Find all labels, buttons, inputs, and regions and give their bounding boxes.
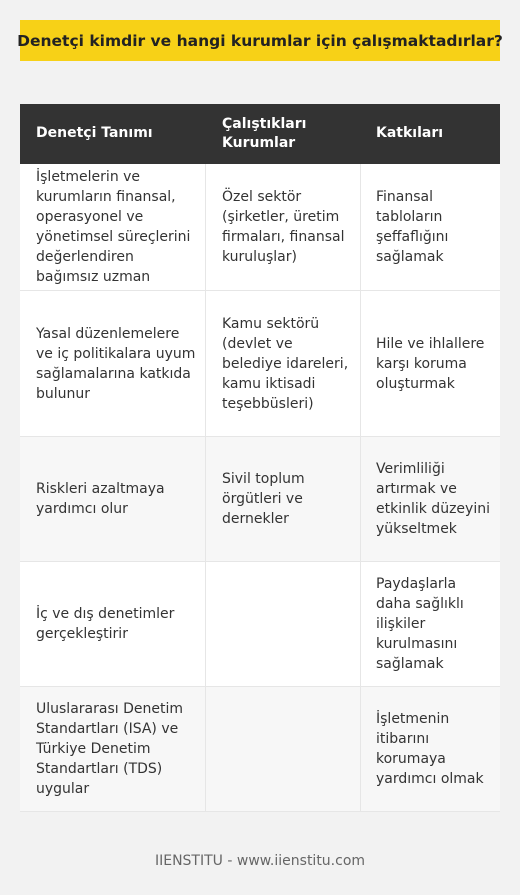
table-cell: Kamu sektörü (devlet ve belediye idareleri, kamu iktisadi teşebbüsleri): [206, 291, 361, 437]
table-cell: Verimliliği artırmak ve etkinlik düzeyini yükseltmek: [361, 437, 500, 562]
footer-credit: IIENSTITU - www.iienstitu.com: [154, 853, 366, 869]
table-cell: İç ve dış denetimler gerçekleştirir: [20, 562, 206, 687]
table-cell: Finansal tabloların şeffaflığını sağlamak: [361, 164, 500, 291]
page-title: Denetçi kimdir ve hangi kurumlar için çalışmaktadırlar?: [20, 20, 500, 61]
column-header-institutions: Çalıştıkları Kurumlar: [206, 104, 361, 164]
table-cell: İşletmelerin ve kurumların finansal, operasyonel ve yönetimsel süreçlerini değerlendiren bağımsız uzman: [20, 164, 206, 291]
table-cell: Özel sektör (şirketler, üretim firmaları, finansal kuruluşlar): [206, 164, 361, 291]
column-header-contributions: Katkıları: [361, 104, 500, 164]
table-cell: Yasal düzenlemelere ve iç politikalara uyum sağlamalarına katkıda bulunur: [20, 291, 206, 437]
column-header-definition: Denetçi Tanımı: [20, 104, 206, 164]
table-cell: İşletmenin itibarını korumaya yardımcı olmak: [361, 687, 500, 812]
table-cell: [206, 687, 361, 812]
table-cell: Hile ve ihlallere karşı koruma oluşturmak: [361, 291, 500, 437]
table-cell: Uluslararası Denetim Standartları (ISA) ve Türkiye Denetim Standartları (TDS) uygular: [20, 687, 206, 812]
info-table: [20, 104, 500, 812]
table-cell: [206, 562, 361, 687]
table-cell: Riskleri azaltmaya yardımcı olur: [20, 437, 206, 562]
table-cell: Paydaşlarla daha sağlıklı ilişkiler kurulmasını sağlamak: [361, 562, 500, 687]
table-cell: Sivil toplum örgütleri ve dernekler: [206, 437, 361, 562]
